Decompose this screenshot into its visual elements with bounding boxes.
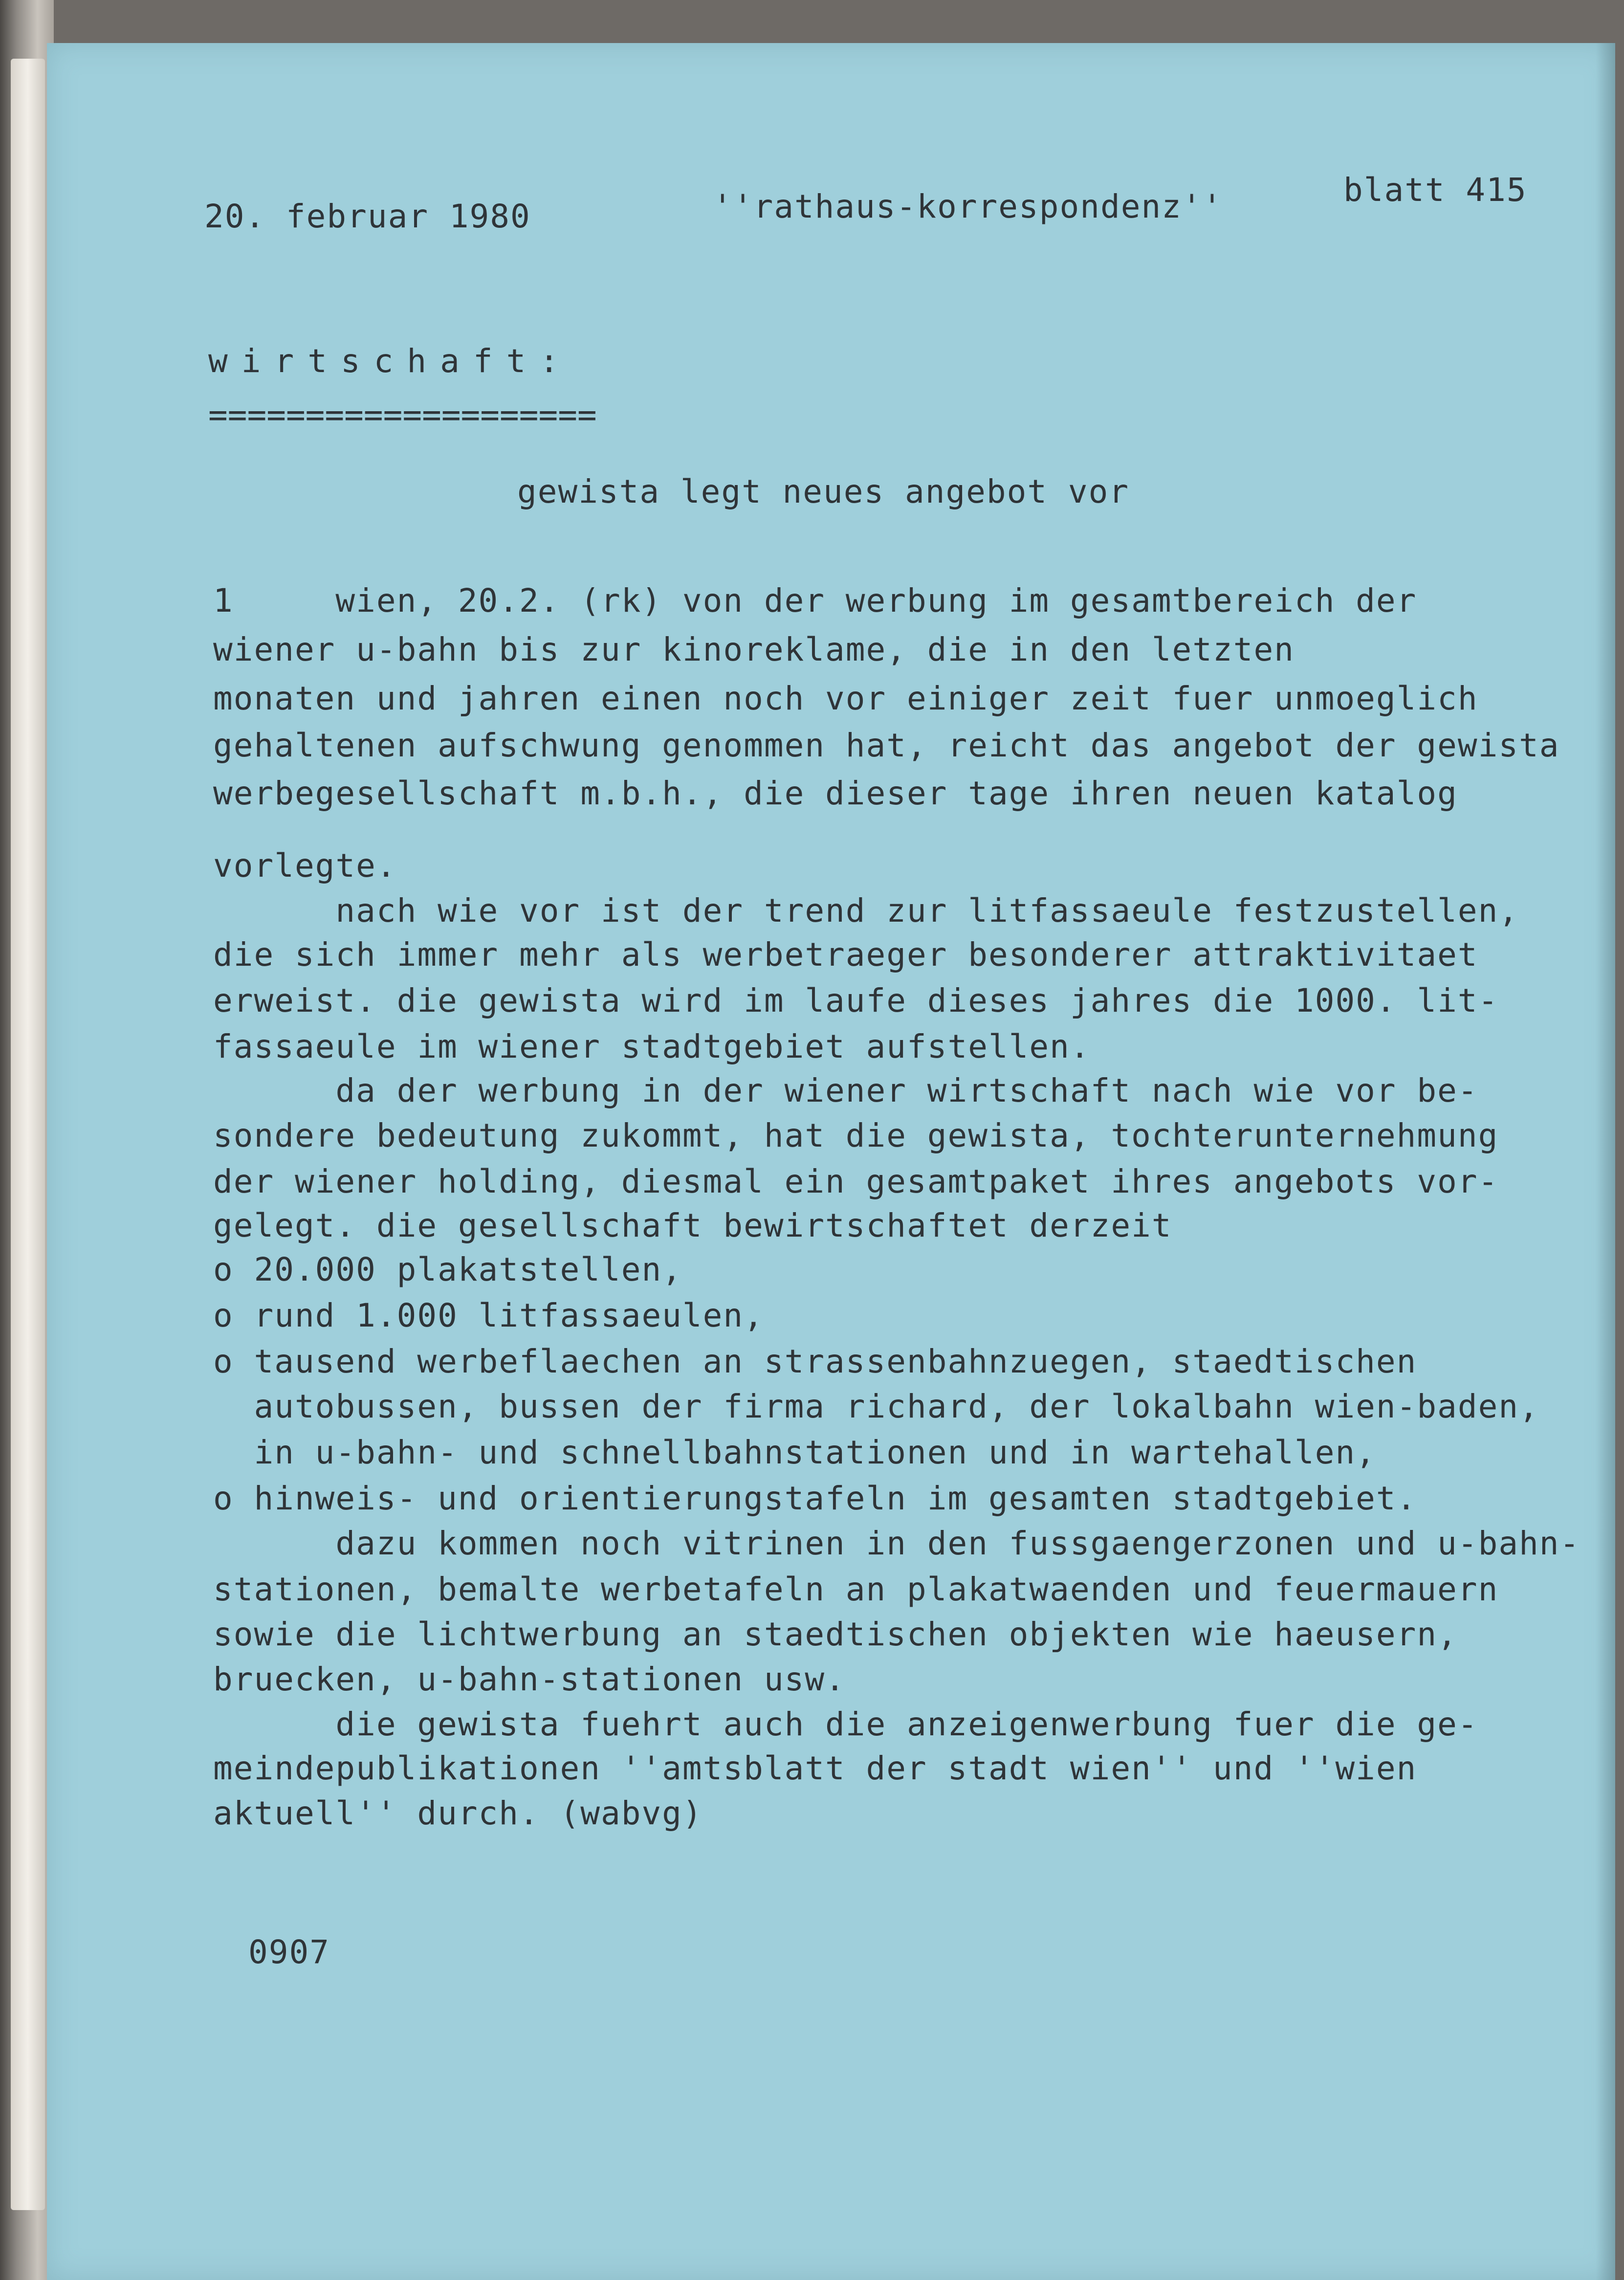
body-line: erweist. die gewista wird im laufe dieses jahres die 1000. lit- (213, 982, 1499, 1019)
header-date: 20. februar 1980 (204, 198, 531, 235)
document-code: 0907 (248, 1933, 330, 1971)
list-item: autobussen, bussen der firma richard, der lokalbahn wien-baden, (213, 1388, 1539, 1425)
body-line: aktuell'' durch. (wabvg) (213, 1794, 703, 1832)
page-shadow (1596, 43, 1615, 2280)
list-item: in u-bahn- und schnellbahnstationen und in wartehallen, (213, 1434, 1376, 1471)
list-item: o 20.000 plakatstellen, (213, 1251, 682, 1288)
body-line: die sich immer mehr als werbetraeger besonderer attraktivitaet (213, 936, 1478, 974)
body-line: bruecken, u-bahn-stationen usw. (213, 1660, 846, 1698)
header-source: ''rathaus-korrespondenz'' (713, 188, 1223, 225)
document-page (47, 43, 1615, 2280)
body-line: fassaeule im wiener stadtgebiet aufstellen. (213, 1028, 1091, 1065)
body-line: sowie die lichtwerbung an staedtischen objekten wie haeusern, (213, 1616, 1458, 1653)
body-line: 1 wien, 20.2. (rk) von der werbung im gesamtbereich der (213, 582, 1417, 620)
binding-strip (11, 59, 45, 2210)
body-line: gelegt. die gesellschaft bewirtschaftet derzeit (213, 1207, 1172, 1244)
list-item: o tausend werbeflaechen an strassenbahnzuegen, staedtischen (213, 1343, 1417, 1380)
body-line: sondere bedeutung zukommt, hat die gewista, tochterunternehmung (213, 1117, 1499, 1154)
binding-edge (0, 0, 54, 2280)
body-line: gehaltenen aufschwung genommen hat, reicht das angebot der gewista (213, 727, 1560, 764)
body-line: werbegesellschaft m.b.h., die dieser tage ihren neuen katalog (213, 775, 1458, 812)
section-label: wirtschaft: (208, 342, 573, 380)
body-line: monaten und jahren einen noch vor einiger zeit fuer unmoeglich (213, 680, 1478, 717)
article-headline: gewista legt neues angebot vor (517, 473, 1130, 510)
body-line: nach wie vor ist der trend zur litfassaeule festzustellen, (213, 892, 1519, 930)
body-line: stationen, bemalte werbetafeln an plakatwaenden und feuermauern (213, 1571, 1499, 1608)
list-item: o rund 1.000 litfassaeulen, (213, 1297, 764, 1334)
body-line: der wiener holding, diesmal ein gesamtpaket ihres angebots vor- (213, 1163, 1499, 1200)
body-line: meindepublikationen ''amtsblatt der stadt wien'' und ''wien (213, 1749, 1417, 1787)
body-line: vorlegte. (213, 847, 397, 885)
list-item: o hinweis- und orientierungstafeln im gesamten stadtgebiet. (213, 1480, 1417, 1517)
section-rule: ==================== (208, 396, 597, 434)
body-line: wiener u-bahn bis zur kinoreklame, die in den letzten (213, 631, 1295, 668)
body-line: dazu kommen noch vitrinen in den fussgaengerzonen und u-bahn- (213, 1525, 1580, 1562)
header-page-number: blatt 415 (1343, 171, 1527, 209)
body-line: da der werbung in der wiener wirtschaft nach wie vor be- (213, 1072, 1478, 1109)
body-line: die gewista fuehrt auch die anzeigenwerbung fuer die ge- (213, 1705, 1478, 1743)
